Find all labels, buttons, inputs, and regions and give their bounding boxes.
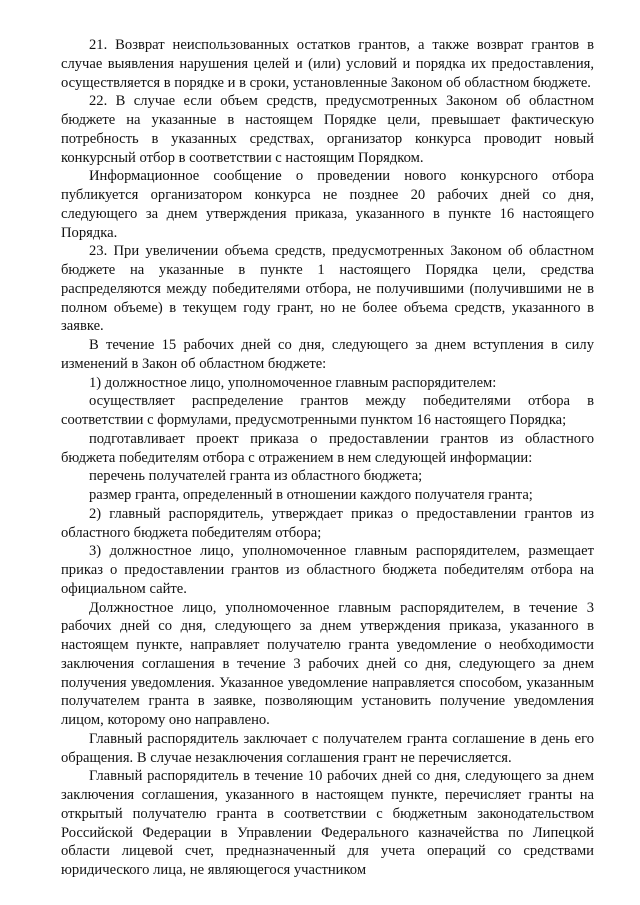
document-page (61, 36, 594, 880)
paragraph-23-notification: Должностное лицо, уполномоченное главным распорядителем, в течение 3 рабочих дней со дня, следующего за днем утверждения приказа, указанного в настоящем пункте, направляет получателю гранта уведомление о необходимости заключения соглашения в течение 3 рабочих дней со дня, следующего за днем получения уведомления. Указанное уведомление направляется способом, указанным получателем гранта в заявке, позволяющим установить получение уведомления лицом, которому оно направлено. (61, 599, 594, 728)
paragraph-23-item-1: 1) должностное лицо, уполномоченное главным распорядителем: (89, 374, 497, 391)
paragraph-23-term: В течение 15 рабочих дней со дня, следующего за днем вступления в силу изменений в Закон об областном бюджете: (61, 337, 594, 372)
paragraph-23: 23. При увеличении объема средств, предусмотренных Законом об областном бюджете на указанные в пункте 1 настоящего Порядка цели, средства распределяются между победителями отбора, не получившими (получившими не в полном объеме) в текущем году грант, но не более объема средств, указанного в заявке. (61, 243, 594, 335)
paragraph-23-recipients-list: перечень получателей гранта из областного бюджета; (89, 468, 423, 485)
paragraph-22: 22. В случае если объем средств, предусмотренных Законом об областном бюджете на указанные в настоящем Порядке цели, превышает фактическую потребность в указанных средствах, организатор конкурса проводит новый конкурсный отбор в соответствии с настоящим Порядком. (61, 93, 594, 166)
paragraph-23-item-1-draft-order: подготавливает проект приказа о предоставлении грантов из областного бюджета победителям отбора с отражением в нем следующей информации: (61, 430, 594, 466)
paragraph-23-item-1-distribution: осуществляет распределение грантов между победителями отбора в соответствии с формулами, предусмотренными пунктом 16 настоящего Порядка; (61, 393, 594, 428)
paragraph-23-item-2: 2) главный распорядитель, утверждает приказ о предоставлении грантов из областного бюджета победителям отбора; (61, 505, 594, 541)
paragraph-23-grant-size: размер гранта, определенный в отношении каждого получателя гранта; (89, 487, 533, 503)
paragraph-23-item-3: 3) должностное лицо, уполномоченное главным распорядителем, размещает приказ о предоставлении грантов из областного бюджета победителям отбора на официальном сайте. (61, 543, 594, 597)
paragraph-23-transfer: Главный распорядитель в течение 10 рабочих дней со дня, следующего за днем заключения соглашения, указанного в настоящем пункте, перечисляет гранты на открытый получателю гранта в соответствии с бюджетным законодательством Российской Федерации в Управлении Федерального казначейства по Липецкой области лицевой счет, предназначенный для учета операций со средствами юридического лица, не являющегося участником (61, 768, 594, 878)
paragraph-22-info: Информационное сообщение о проведении нового конкурсного отбора публикуется организатором конкурса не позднее 20 рабочих дней со дня, следующего за днем утверждения приказа, указанного в пункте 16 настоящего Порядка. (61, 168, 594, 241)
paragraph-23-agreement: Главный распорядитель заключает с получателем гранта соглашение в день его обращения. В случае незаключения соглашения грант не перечисляется. (61, 730, 594, 766)
paragraph-21: 21. Возврат неиспользованных остатков грантов, а также возврат грантов в случае выявления нарушения целей и (или) условий и порядка их предоставления, осуществляется в порядке и в сроки, установленные Законом об областном бюджете. (61, 37, 594, 91)
